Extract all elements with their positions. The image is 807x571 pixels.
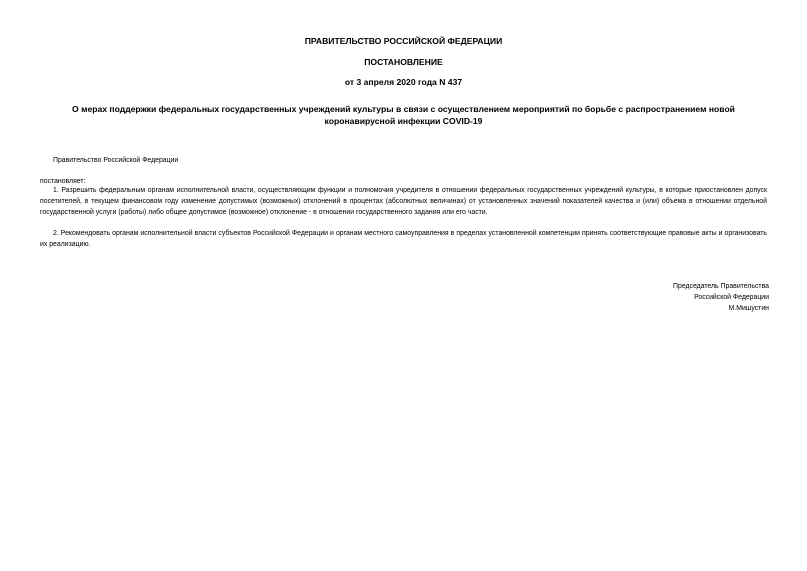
date-number-heading: от 3 апреля 2020 года N 437 [344,77,463,87]
government-heading: ПРАВИТЕЛЬСТВО РОССИЙСКОЙ ФЕДЕРАЦИИ [304,36,503,46]
intro-line: Правительство Российской Федерации [53,157,179,164]
signature-block [673,281,769,314]
paragraph-1: 1. Разрешить федеральным органам исполнительной власти, осуществляющим функции и полномочия учредителя в отношении федеральных государственных учреждений культуры, в которые приостановлен допуск посетителей, в текущем финансовом году изменение допустимых (возможных) отклонений в процентах (абсолютных величинах) от установленных значений показателей качества и (или) объема в отношении отдельной государственной услуги (работы) либо общее допустимое (возможное) отклонение - в отношении государственного задания или его части. [40,187,767,216]
signature-name: М.Мишустин [728,305,769,312]
signature-position-line1: Председатель Правительства [673,283,769,290]
document-type-heading: ПОСТАНОВЛЕНИЕ [364,57,443,67]
document-title: О мерах поддержки федеральных государственных учреждений культуры в связи с осуществлением мероприятий по борьбе с распространением новой коронавирусной инфекции COVID-19 [72,104,735,126]
signature-position-line2: Российской Федерации [694,294,769,301]
decree-line: постановляет: [40,178,86,185]
paragraph-2: 2. Рекомендовать органам исполнительной власти субъектов Российской Федерации и органам местного самоуправления в пределах установленной компетенции принять соответствующие правовые акты и организовать их реализацию. [40,230,767,248]
